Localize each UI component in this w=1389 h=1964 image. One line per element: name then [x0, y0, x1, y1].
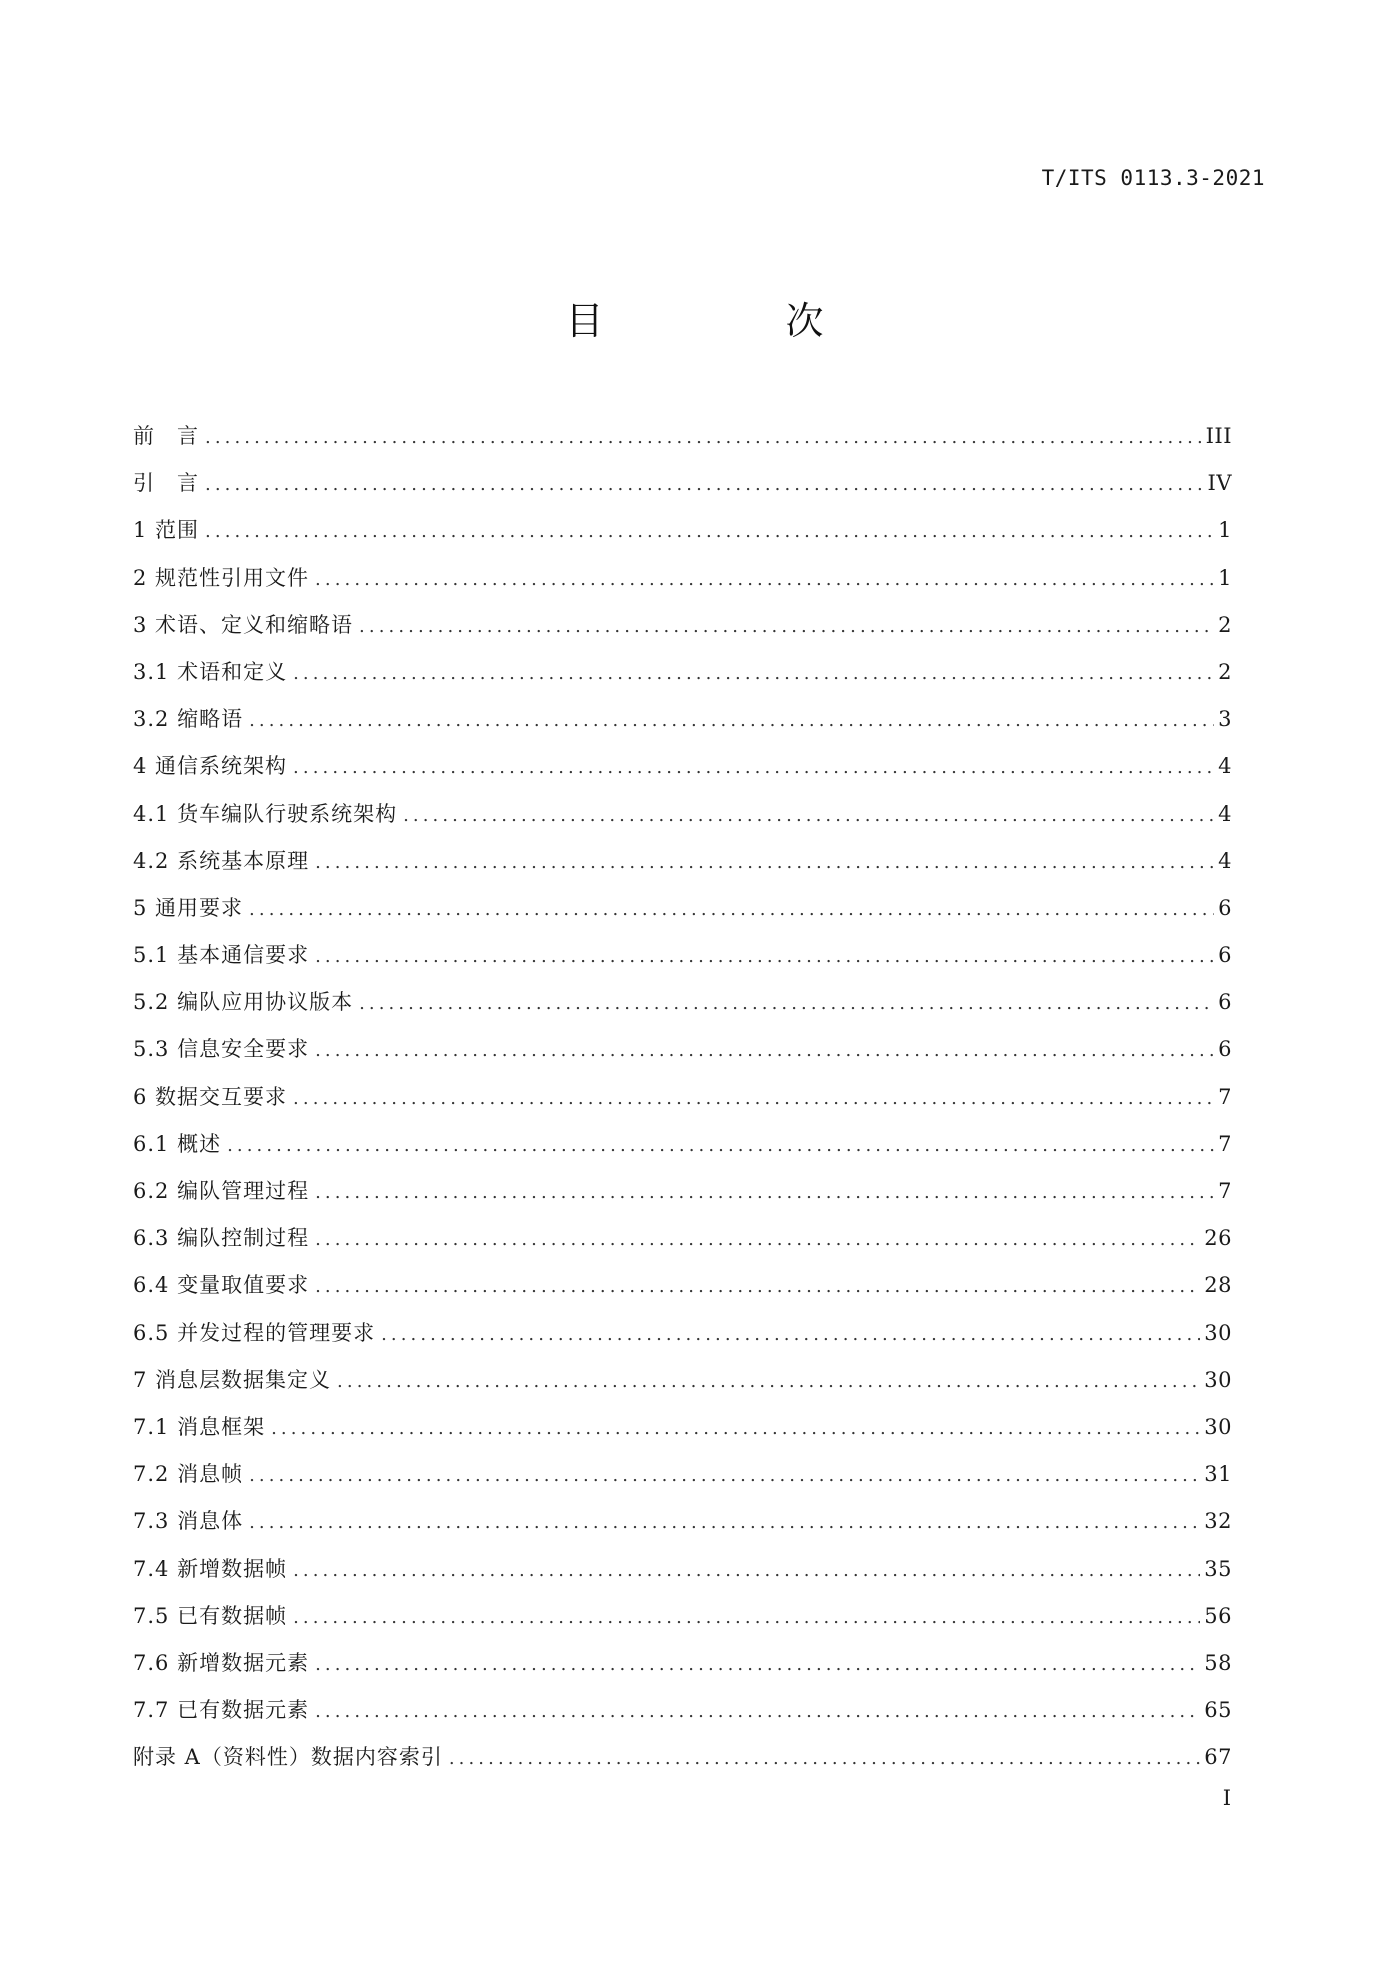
toc-entry-page: III — [1205, 424, 1232, 448]
toc-leader-dots — [315, 946, 1214, 967]
toc-entry[interactable] — [133, 1553, 1232, 1600]
toc-leader-dots — [315, 1276, 1200, 1297]
toc-entry-label: 4.1 货车编队行驶系统架构 — [133, 801, 398, 826]
toc-leader-dots — [315, 852, 1214, 873]
toc-entry[interactable] — [133, 845, 1232, 892]
toc-entry-label: 6.5 并发过程的管理要求 — [133, 1320, 376, 1345]
toc-entry-page: 2 — [1218, 659, 1232, 684]
toc-entry[interactable] — [133, 1600, 1232, 1647]
toc-entry-label: 6.2 编队管理过程 — [133, 1179, 310, 1203]
toc-entry[interactable] — [133, 703, 1232, 750]
table-of-contents — [133, 420, 1232, 1788]
toc-entry-page: 30 — [1204, 1320, 1232, 1345]
toc-entry[interactable] — [133, 1222, 1232, 1269]
toc-entry-label: 7.5 已有数据帧 — [133, 1603, 288, 1628]
toc-entry-page: 31 — [1204, 1462, 1232, 1487]
toc-entry-page: 28 — [1204, 1273, 1232, 1298]
toc-entry-label: 1 范围 — [133, 518, 200, 543]
toc-entry[interactable] — [133, 892, 1232, 939]
toc-entry-page: 7 — [1218, 1131, 1232, 1156]
toc-leader-dots — [359, 616, 1214, 637]
toc-entry-page: 7 — [1218, 1084, 1232, 1109]
toc-entry-label: 4.2 系统基本原理 — [133, 848, 310, 873]
toc-leader-dots — [337, 1371, 1200, 1392]
toc-leader-dots — [293, 663, 1214, 684]
toc-entry-label: 3.2 缩略语 — [133, 707, 244, 732]
toc-entry-page: 56 — [1204, 1603, 1232, 1628]
toc-leader-dots — [227, 1135, 1214, 1156]
toc-leader-dots — [381, 1324, 1200, 1345]
toc-entry[interactable] — [133, 609, 1232, 656]
toc-entry-page: 6 — [1218, 943, 1232, 968]
toc-entry-label: 7.1 消息框架 — [133, 1414, 266, 1439]
toc-entry[interactable] — [133, 1317, 1232, 1364]
toc-entry[interactable] — [133, 1269, 1232, 1316]
toc-entry-label: 3.1 术语和定义 — [133, 659, 288, 684]
toc-entry-page: 30 — [1204, 1414, 1232, 1439]
toc-leader-dots — [271, 1418, 1200, 1439]
toc-leader-dots — [315, 1182, 1214, 1203]
toc-leader-dots — [249, 899, 1214, 920]
toc-entry[interactable] — [133, 1505, 1232, 1552]
toc-leader-dots — [249, 1512, 1200, 1533]
toc-leader-dots — [359, 993, 1214, 1014]
toc-entry[interactable] — [133, 420, 1232, 467]
toc-entry-page: 4 — [1218, 801, 1232, 826]
toc-entry[interactable] — [133, 1741, 1232, 1788]
toc-leader-dots — [205, 427, 1202, 448]
toc-entry-page: 1 — [1218, 518, 1232, 543]
toc-entry[interactable] — [133, 1175, 1232, 1222]
toc-entry[interactable] — [133, 467, 1232, 514]
toc-entry-label: 6.4 变量取值要求 — [133, 1273, 310, 1298]
toc-entry-label: 引 言 — [133, 471, 199, 496]
toc-entry[interactable] — [133, 986, 1232, 1033]
toc-leader-dots — [315, 1701, 1200, 1722]
toc-entry[interactable] — [133, 1694, 1232, 1741]
toc-entry-page: 2 — [1218, 612, 1232, 637]
toc-leader-dots — [205, 521, 1214, 542]
toc-entry[interactable] — [133, 1647, 1232, 1694]
toc-leader-dots — [293, 1607, 1200, 1628]
toc-leader-dots — [315, 1040, 1214, 1061]
toc-entry-page: 65 — [1204, 1698, 1232, 1723]
toc-entry[interactable] — [133, 1364, 1232, 1411]
toc-entry-page: 32 — [1204, 1509, 1232, 1534]
toc-entry-label: 2 规范性引用文件 — [133, 565, 310, 590]
toc-entry-page: 26 — [1204, 1226, 1232, 1251]
toc-leader-dots — [205, 474, 1204, 495]
toc-entry[interactable] — [133, 1411, 1232, 1458]
toc-leader-dots — [315, 1654, 1200, 1675]
toc-entry[interactable] — [133, 750, 1232, 797]
toc-leader-dots — [249, 710, 1214, 731]
toc-entry-label: 6 数据交互要求 — [133, 1084, 288, 1109]
toc-entry-label: 7.3 消息体 — [133, 1509, 244, 1534]
toc-entry[interactable] — [133, 514, 1232, 561]
toc-entry-page: 6 — [1218, 990, 1232, 1015]
toc-entry-label: 5.3 信息安全要求 — [133, 1037, 310, 1062]
toc-leader-dots — [249, 1465, 1200, 1486]
toc-entry[interactable] — [133, 1081, 1232, 1128]
toc-leader-dots — [449, 1748, 1200, 1769]
page-title: 目 次 — [565, 299, 896, 343]
toc-leader-dots — [293, 1088, 1214, 1109]
toc-entry-label: 4 通信系统架构 — [133, 754, 288, 779]
toc-entry-label: 附录 A（资料性）数据内容索引 — [133, 1745, 443, 1770]
toc-entry-page: 67 — [1204, 1745, 1232, 1770]
toc-entry-page: 6 — [1218, 1037, 1232, 1062]
toc-leader-dots — [293, 757, 1214, 778]
toc-entry-label: 7.2 消息帧 — [133, 1462, 244, 1487]
toc-entry-label: 6.3 编队控制过程 — [133, 1226, 310, 1251]
toc-leader-dots — [315, 1229, 1200, 1250]
toc-entry-page: 30 — [1204, 1367, 1232, 1392]
toc-entry-label: 5.2 编队应用协议版本 — [133, 990, 354, 1015]
toc-entry[interactable] — [133, 1128, 1232, 1175]
toc-entry-label: 前 言 — [133, 424, 199, 448]
toc-entry[interactable] — [133, 1033, 1232, 1080]
toc-entry-page: IV — [1207, 471, 1232, 496]
toc-entry-label: 7 消息层数据集定义 — [133, 1367, 332, 1392]
toc-entry-label: 7.6 新增数据元素 — [133, 1650, 310, 1675]
document-code: T/ITS 0113.3-2021 — [1041, 166, 1265, 190]
toc-entry[interactable] — [133, 562, 1232, 609]
toc-entry-page: 35 — [1204, 1556, 1232, 1581]
toc-entry-page: 58 — [1204, 1650, 1232, 1675]
toc-entry-label: 7.4 新增数据帧 — [133, 1556, 288, 1581]
toc-entry-label: 5.1 基本通信要求 — [133, 943, 310, 968]
toc-entry-page: 1 — [1218, 565, 1232, 590]
toc-entry-page: 4 — [1218, 848, 1232, 873]
toc-entry-label: 3 术语、定义和缩略语 — [133, 612, 354, 637]
toc-entry-page: 3 — [1218, 707, 1232, 732]
toc-entry[interactable] — [133, 798, 1232, 845]
toc-entry[interactable] — [133, 1458, 1232, 1505]
toc-leader-dots — [315, 569, 1214, 590]
toc-leader-dots — [293, 1560, 1200, 1581]
toc-entry-page: 7 — [1218, 1179, 1232, 1203]
toc-leader-dots — [403, 805, 1214, 826]
toc-entry-label: 7.7 已有数据元素 — [133, 1698, 310, 1723]
toc-entry[interactable] — [133, 656, 1232, 703]
toc-entry-page: 4 — [1218, 754, 1232, 779]
toc-entry-label: 6.1 概述 — [133, 1131, 222, 1156]
toc-entry-label: 5 通用要求 — [133, 895, 244, 920]
page-number: I — [1222, 1786, 1231, 1810]
toc-entry-page: 6 — [1218, 895, 1232, 920]
toc-entry[interactable] — [133, 939, 1232, 986]
